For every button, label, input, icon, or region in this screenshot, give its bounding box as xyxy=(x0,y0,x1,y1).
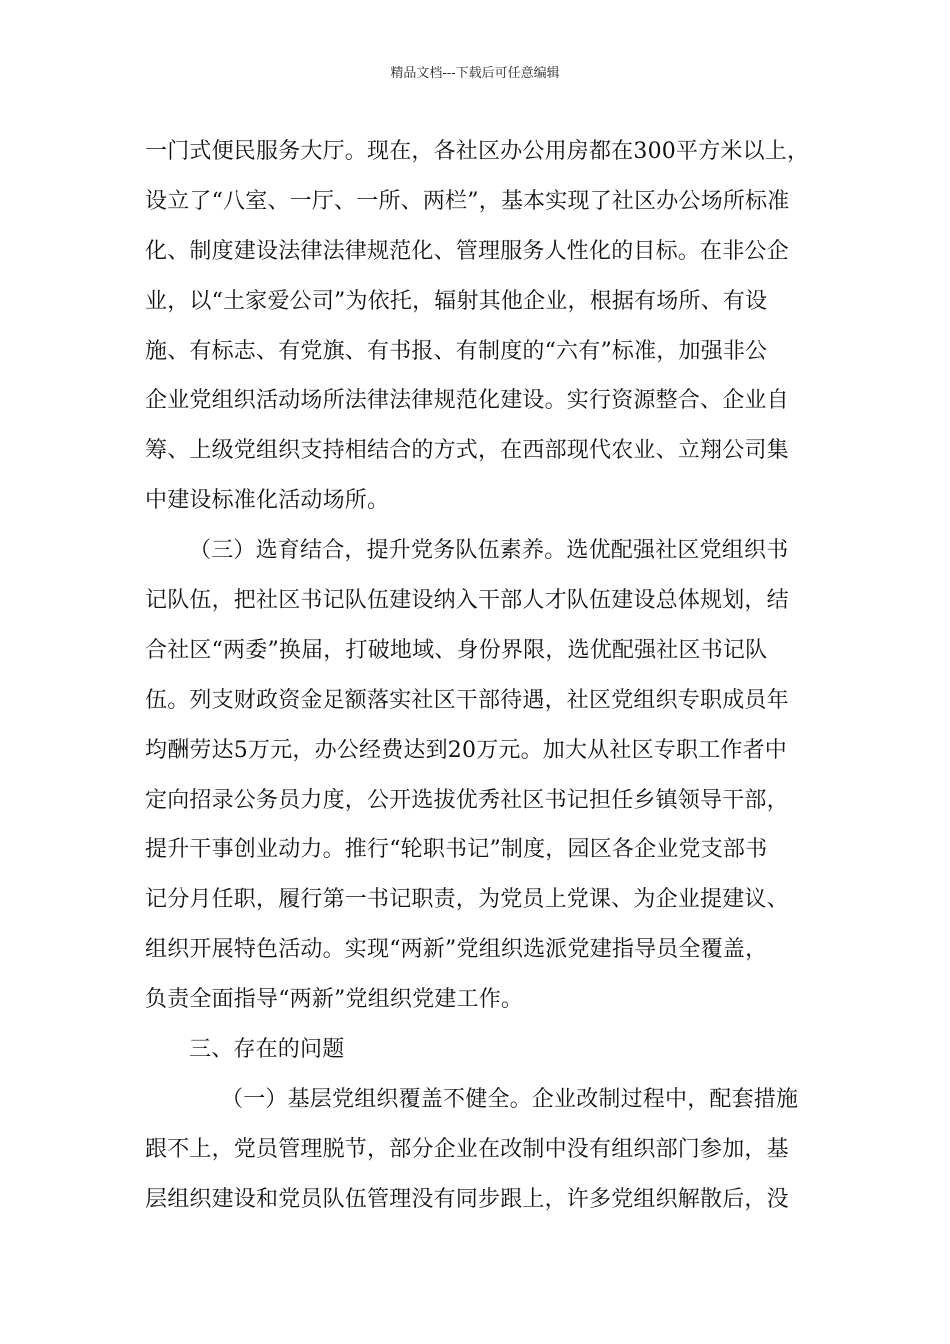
text-line: 组织开展特色活动。实现“两新”党组织选派党建指导员全覆盖， xyxy=(145,937,768,963)
text-line: 一门式便民服务大厅。现在，各社区办公用房都在300平方米以上， xyxy=(145,139,810,164)
text-line: 层组织建设和党员队伍管理没有同步跟上，许多党组织解散后，没 xyxy=(145,1186,789,1212)
text-line: 中建设标准化活动场所。 xyxy=(145,488,390,514)
text-line: 均酬劳达5万元，办公经费达到20万元。加大从社区专职工作者中 xyxy=(145,737,787,763)
text-line: 筹、上级党组织支持相结合的方式，在西部现代农业、立翔公司集 xyxy=(145,438,789,464)
text-line: 跟不上，党员管理脱节，部分企业在改制中没有组织部门参加，基 xyxy=(145,1136,789,1162)
text-line: 合社区“两委”换届，打破地域、身份界限，选优配强社区书记队 xyxy=(145,637,768,663)
section-heading-line: （一）基层党组织覆盖不健全。企业改制过程中，配套措施 xyxy=(221,1086,799,1112)
document-body xyxy=(145,127,810,1225)
text-line: 业，以“土家爱公司”为依托，辐射其他企业，根据有场所、有设 xyxy=(145,288,768,314)
section-heading-line: （三）选育结合，提升党务队伍素养。选优配强社区党组织书 xyxy=(189,538,789,564)
text-line: 提升干事创业动力。推行“轮职书记”制度，园区各企业党支部书 xyxy=(145,837,768,863)
text-line: 伍。列支财政资金足额落实社区干部待遇，社区党组织专职成员年 xyxy=(145,687,789,713)
text-line: 记队伍，把社区书记队伍建设纳入干部人才队伍建设总体规划，结 xyxy=(145,588,789,614)
text-line: 施、有标志、有党旗、有书报、有制度的“六有”标准，加强非公 xyxy=(145,338,768,364)
text-line: 设立了“八室、一厅、一所、两栏”，基本实现了社区办公场所标准 xyxy=(145,188,790,214)
text-line: 企业党组织活动场所法律法律规范化建设。实行资源整合、企业自 xyxy=(145,388,789,414)
chapter-heading: 三、存在的问题 xyxy=(189,1037,345,1063)
text-line: 定向招录公务员力度，公开选拔优秀社区书记担任乡镇领导干部， xyxy=(145,787,789,813)
page-header: 精品文档---下载后可任意编辑 xyxy=(390,66,560,81)
text-line: 记分月任职，履行第一书记职责，为党员上党课、为企业提建议、 xyxy=(145,887,789,913)
text-line: 负责全面指导“两新”党组织党建工作。 xyxy=(145,987,524,1013)
text-line: 化、制度建设法律法律规范化、管理服务人性化的目标。在非公企 xyxy=(145,238,789,264)
